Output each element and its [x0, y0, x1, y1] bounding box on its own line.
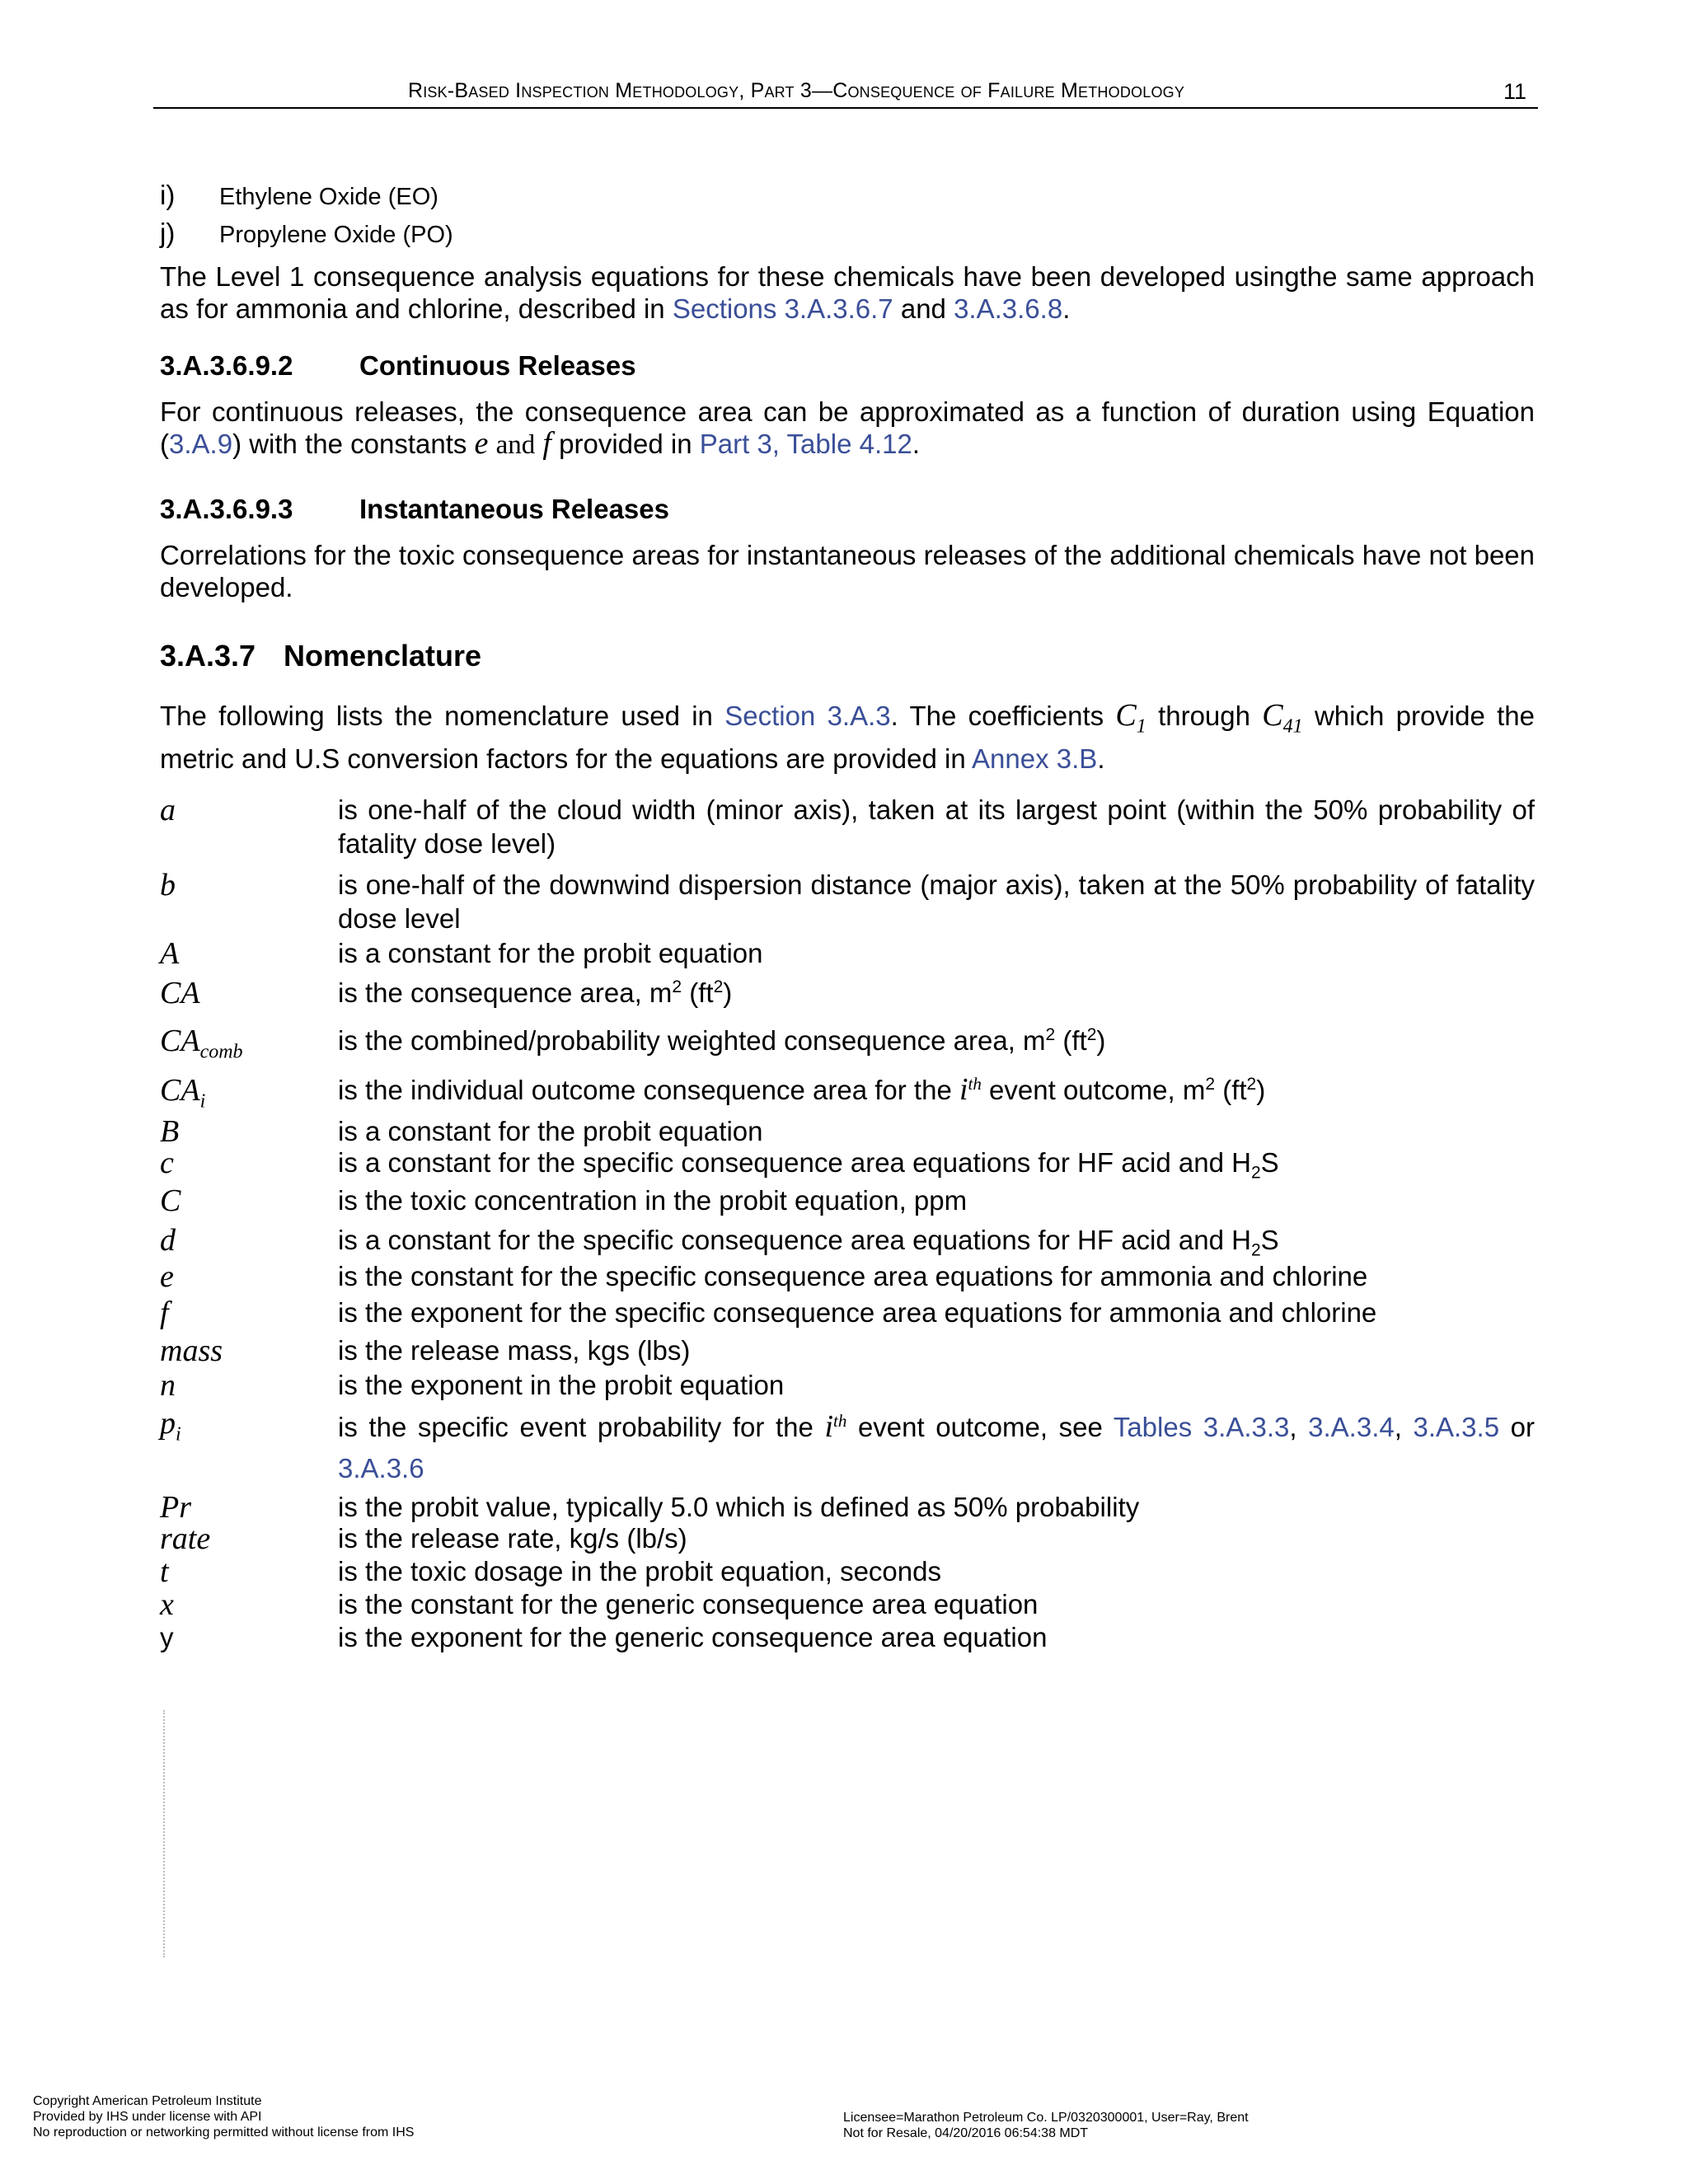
def-row-mass	[160, 1333, 1535, 1367]
def-symbol: Pr	[160, 1490, 191, 1525]
link-table-3A33[interactable]: Tables 3.A.3.3	[1113, 1412, 1290, 1442]
text-run: through	[1146, 701, 1263, 731]
page-header	[153, 79, 1538, 109]
def-row-a	[160, 792, 1535, 860]
footer-line: No reproduction or networking permitted without license from IHS	[33, 2125, 415, 2139]
def-symbol: CA	[160, 976, 200, 1010]
link-section-3A3[interactable]: Section 3.A.3	[724, 701, 891, 731]
heading-title: Nomenclature	[284, 639, 482, 673]
text-run: ) with the constants	[232, 429, 475, 459]
def-row-f	[160, 1295, 1535, 1333]
footer-line: Copyright American Petroleum Institute	[33, 2094, 262, 2108]
nomenclature-paragraph	[160, 694, 1535, 780]
link-table-3A36[interactable]: 3.A.3.6	[338, 1453, 424, 1483]
scan-edge-marks	[163, 1710, 168, 1957]
var-c1: $C_1$	[1115, 698, 1146, 738]
def-symbol: e	[160, 1259, 174, 1294]
def-symbol: B	[160, 1114, 180, 1149]
def-text: is the probit value, typically 5.0 which is defined as 50% probability	[338, 1492, 1140, 1522]
def-row-b	[160, 867, 1535, 935]
heading-title: Instantaneous Releases	[359, 494, 669, 524]
def-text: is the constant for the generic consequence area equation	[338, 1589, 1039, 1619]
footer-line: Licensee=Marathon Petroleum Co. LP/0320300001, User=Ray, Brent	[843, 2111, 1249, 2125]
running-title: Risk-Based Inspection Methodology, Part 3—Consequence of Failure Methodology	[407, 79, 1185, 102]
def-row-n	[160, 1367, 1535, 1405]
text-run: The following lists the nomenclature used in	[160, 701, 725, 731]
def-symbol: b	[160, 868, 176, 902]
list-text: Propylene Oxide (PO)	[219, 222, 453, 248]
def-row-c	[160, 1145, 1535, 1183]
def-symbol: A	[160, 936, 180, 971]
def-text: is the toxic dosage in the probit equation, seconds	[338, 1556, 941, 1586]
var-f: f	[542, 426, 551, 461]
def-row-B	[160, 1113, 1535, 1149]
nomenclature-list	[160, 792, 1535, 1652]
heading-number: 3.A.3.7	[160, 639, 256, 673]
page-content	[160, 176, 1535, 1652]
def-text: is one-half of the cloud width (minor axis), taken at its largest point (within the 50% probability of fatality dose level)	[338, 794, 1535, 859]
def-row-C	[160, 1183, 1535, 1222]
heading-instantaneous-releases	[160, 493, 1535, 526]
def-row-rate	[160, 1521, 1535, 1554]
footer-copyright	[33, 2093, 414, 2140]
def-symbol: y	[160, 1622, 174, 1652]
def-text: is the constant for the specific consequence area equations for ammonia and chlorine	[338, 1261, 1368, 1291]
heading-nomenclature	[160, 638, 1535, 674]
heading-title: Continuous Releases	[359, 350, 636, 381]
def-text: is one-half of the downwind dispersion distance (major axis), taken at the 50% probability of fatality dose level	[338, 869, 1535, 934]
and-word: and	[495, 430, 536, 460]
def-row-e	[160, 1258, 1535, 1295]
def-text: is the toxic concentration in the probit equation, ppm	[338, 1185, 968, 1216]
link-annex-3B[interactable]: Annex 3.B	[972, 743, 1098, 774]
def-symbol: t	[160, 1554, 169, 1589]
def-text: is a constant for the probit equation	[338, 938, 763, 968]
link-table-3A34[interactable]: 3.A.3.4	[1308, 1412, 1395, 1442]
def-row-CAcomb	[160, 1023, 1535, 1063]
heading-number: 3.A.3.6.9.3	[160, 494, 293, 524]
def-row-CAi	[160, 1072, 1535, 1113]
text-run: provided in	[551, 429, 700, 459]
def-row-A	[160, 935, 1535, 972]
list-text: Ethylene Oxide (EO)	[219, 184, 438, 210]
def-row-pi	[160, 1405, 1535, 1489]
def-row-t	[160, 1554, 1535, 1589]
footer-line: Provided by IHS under license with API	[33, 2110, 262, 2124]
def-symbol: $CA_i$	[160, 1073, 206, 1113]
text-run: and	[893, 293, 954, 324]
list-item	[160, 176, 1535, 214]
def-symbol: rate	[160, 1521, 211, 1556]
def-symbol: C	[160, 1183, 181, 1218]
def-text: is the exponent in the probit equation	[338, 1370, 785, 1400]
var-e: e	[474, 426, 489, 461]
def-symbol: c	[160, 1146, 174, 1180]
footer-line: Not for Resale, 04/20/2016 06:54:38 MDT	[843, 2126, 1089, 2140]
list-item	[160, 214, 1535, 252]
text-run: . The coefficients	[890, 701, 1116, 731]
def-symbol: d	[160, 1223, 176, 1258]
def-symbol: $p_i$	[160, 1406, 181, 1446]
list-marker: i)	[160, 180, 176, 210]
def-row-Pr	[160, 1489, 1535, 1525]
link-equation-3A9[interactable]: 3.A.9	[169, 429, 233, 459]
list-marker: j)	[160, 218, 176, 248]
text-run: For continuous releases, the consequence area can be approximated as a function of duration using Equation (	[160, 396, 1535, 459]
def-row-d	[160, 1222, 1535, 1258]
def-row-CA	[160, 975, 1535, 1011]
def-text: is the release rate, kg/s (lb/s)	[338, 1523, 687, 1554]
continuous-paragraph	[160, 396, 1535, 462]
def-text: is the release mass, kgs (lbs)	[338, 1335, 691, 1366]
def-row-y	[160, 1619, 1535, 1652]
def-symbol: $CA_{comb}$	[160, 1024, 243, 1063]
link-sections-3A367[interactable]: Sections 3.A.3.6.7	[672, 293, 893, 324]
def-text: is the specific event probability for the $i^{th}$ event outcome, see Tables 3.A.3.3, 3.A.3.4, 3.A.3.5 or 3.A.3.6	[338, 1409, 1535, 1483]
text-run: which provide the metric and U.S conversion factors for the equations are provided in	[160, 701, 1536, 774]
link-part3-table412[interactable]: Part 3, Table 4.12	[699, 429, 912, 459]
def-text: is the combined/probability weighted consequence area, $m^2$ $(ft^2)$	[338, 1025, 1106, 1056]
text-run: .	[1097, 743, 1105, 774]
page-number: 11	[1503, 79, 1526, 104]
def-text: is a constant for the probit equation	[338, 1116, 763, 1146]
def-symbol: n	[160, 1368, 176, 1403]
link-table-3A35[interactable]: 3.A.3.5	[1413, 1412, 1500, 1442]
def-text: is the exponent for the specific consequence area equations for ammonia and chlorine	[338, 1297, 1377, 1328]
def-text: is a constant for the specific consequence area equations for HF acid and $H_2S$	[338, 1225, 1279, 1260]
heading-number: 3.A.3.6.9.2	[160, 350, 293, 381]
heading-continuous-releases	[160, 349, 1535, 382]
text-run: .	[1062, 293, 1071, 324]
var-c41: $C_{41}$	[1262, 698, 1303, 738]
intro-paragraph	[160, 260, 1535, 325]
def-symbol: mass	[160, 1333, 223, 1368]
def-symbol: x	[160, 1587, 174, 1622]
instantaneous-paragraph: Correlations for the toxic consequence areas for instantaneous releases of the additional chemicals have not been developed.	[160, 540, 1535, 602]
def-text: is the exponent for the generic consequence area equation	[338, 1622, 1048, 1652]
def-symbol: a	[160, 793, 176, 827]
footer-licensee	[843, 2110, 1249, 2141]
link-3A368[interactable]: 3.A.3.6.8	[954, 293, 1063, 324]
def-symbol: f	[160, 1296, 169, 1330]
def-text: is the individual outcome consequence area for the $i^{th}$ event outcome, $m^2$ $(ft^2)$	[338, 1072, 1266, 1107]
def-text: is the consequence area, $m^2$ $(ft^2)$	[338, 977, 733, 1008]
def-text: is a constant for the specific consequence area equations for HF acid and $H_2S$	[338, 1147, 1279, 1183]
text-run: The Level 1 consequence analysis equations for these chemicals have been developed usingthe same approach as for ammonia and chlorine, described in	[160, 261, 1535, 324]
def-row-x	[160, 1586, 1535, 1622]
text-run: .	[912, 429, 921, 459]
